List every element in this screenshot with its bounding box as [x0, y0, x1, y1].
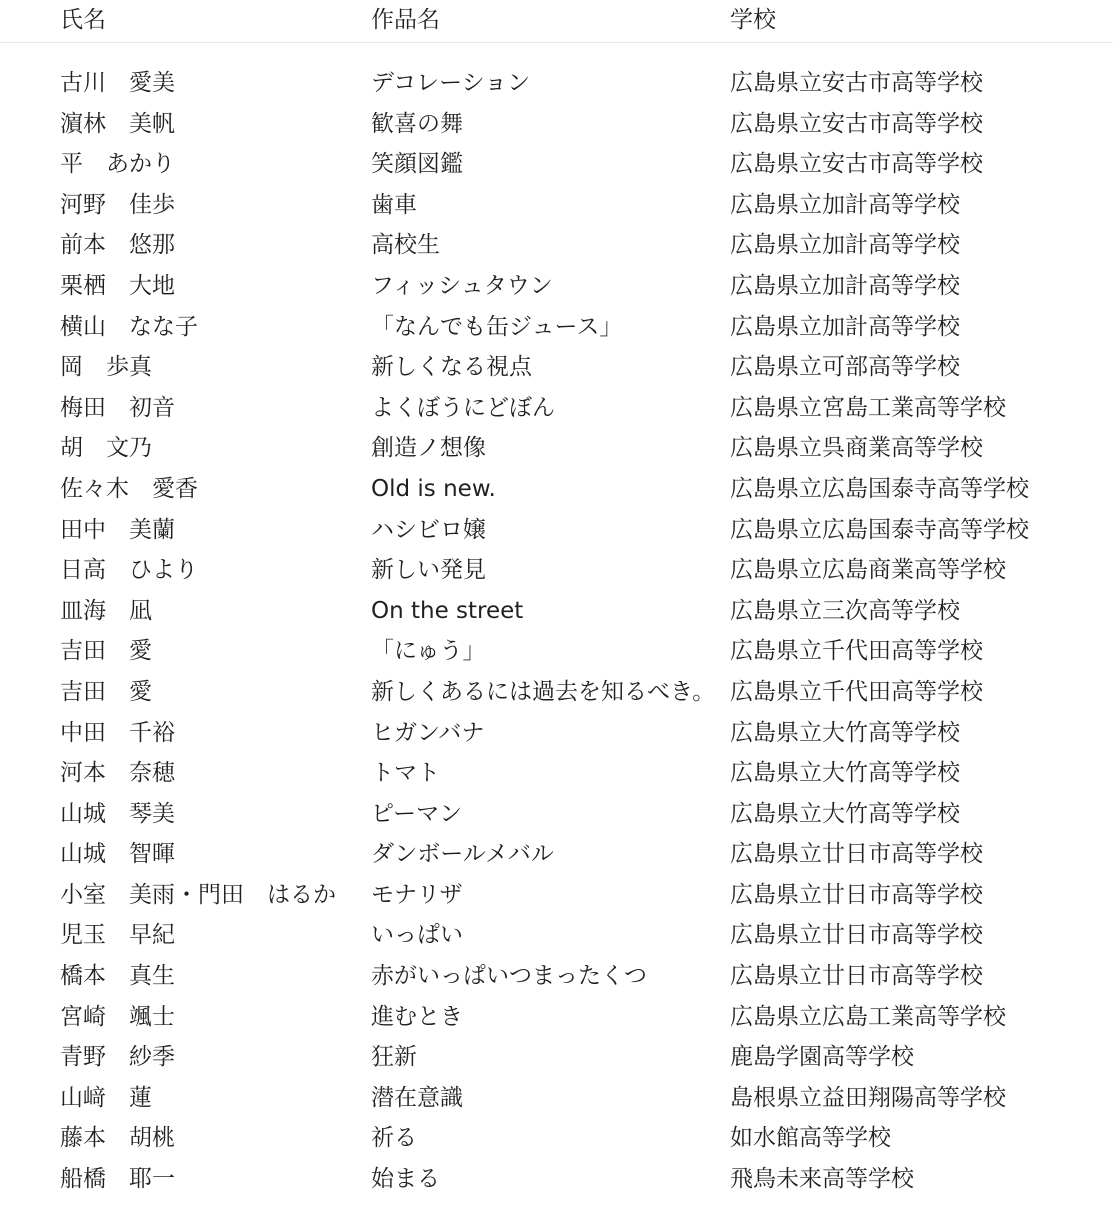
work-title: 創造ノ想像: [371, 435, 486, 462]
work-title: 新しい発見: [371, 557, 486, 584]
table-row: [0, 232, 1113, 273]
school-name: 島根県立益田翔陽高等学校: [730, 1084, 1006, 1111]
student-name: 横山 なな子: [60, 313, 198, 340]
student-name: 佐々木 愛香: [60, 475, 198, 502]
work-title: 高校生: [371, 232, 440, 259]
school-name: 広島県立三次高等学校: [730, 597, 960, 624]
work-title: よくぼうにどぼん: [371, 394, 555, 421]
student-name: 小室 美雨・門田 はるか: [60, 881, 336, 908]
work-title: トマト: [371, 760, 440, 787]
student-name: 児玉 早紀: [60, 922, 175, 949]
table-row: [0, 720, 1113, 761]
work-title: フィッシュタウン: [371, 272, 553, 299]
table-row: [0, 517, 1113, 558]
student-name: 藤本 胡桃: [60, 1125, 175, 1152]
school-name: 広島県立広島国泰寺高等学校: [730, 516, 1029, 543]
student-name: 山城 琴美: [60, 800, 175, 827]
table-body: [0, 70, 1113, 1207]
work-title: Old is new.: [371, 475, 496, 502]
school-name: 飛鳥未来高等学校: [730, 1166, 914, 1193]
work-title: 赤がいっぱいつまったくつ: [371, 963, 647, 990]
table-row: [0, 192, 1113, 233]
school-name: 鹿島学園高等学校: [730, 1044, 914, 1071]
school-name: 広島県立千代田高等学校: [730, 678, 983, 705]
school-name: 広島県立大竹高等学校: [730, 800, 960, 827]
school-name: 広島県立加計高等学校: [730, 313, 960, 340]
school-name: 広島県立加計高等学校: [730, 232, 960, 259]
work-title: 進むとき: [371, 1003, 463, 1030]
school-name: 広島県立加計高等学校: [730, 272, 960, 299]
student-name: 栗栖 大地: [60, 272, 175, 299]
header-work: 作品名: [371, 7, 440, 33]
student-name: 平 あかり: [60, 151, 175, 178]
table-row: [0, 151, 1113, 192]
table-row: [0, 70, 1113, 111]
table-row: [0, 395, 1113, 436]
student-name: 日高 ひより: [60, 557, 198, 584]
student-name: 吉田 愛: [60, 678, 152, 705]
school-name: 如水館高等学校: [730, 1125, 891, 1152]
school-name: 広島県立大竹高等学校: [730, 719, 960, 746]
school-name: 広島県立呉商業高等学校: [730, 435, 983, 462]
student-name: 船橋 耶一: [60, 1166, 175, 1193]
student-name: 青野 紗季: [60, 1044, 175, 1071]
table-row: [0, 557, 1113, 598]
table-row: [0, 1166, 1113, 1207]
table-row: [0, 801, 1113, 842]
table-row: [0, 760, 1113, 801]
work-title: 「なんでも缶ジュース」: [371, 313, 623, 340]
student-name: 中田 千裕: [60, 719, 175, 746]
school-name: 広島県立安古市高等学校: [730, 110, 983, 137]
work-title: 潜在意識: [371, 1084, 463, 1111]
table-row: [0, 273, 1113, 314]
table-row: [0, 922, 1113, 963]
student-name: 皿海 凪: [60, 597, 152, 624]
work-title: 新しくなる視点: [371, 354, 532, 381]
table-row: [0, 1044, 1113, 1085]
work-title: 笑顔図鑑: [371, 151, 463, 178]
work-title: 「にゅう」: [371, 638, 486, 665]
work-title: 祈る: [371, 1125, 417, 1152]
work-title: 始まる: [371, 1166, 440, 1193]
table-row: [0, 354, 1113, 395]
school-name: 広島県立加計高等学校: [730, 191, 960, 218]
school-name: 広島県立可部高等学校: [730, 354, 960, 381]
table-row: [0, 111, 1113, 152]
school-name: 広島県立安古市高等学校: [730, 151, 983, 178]
table-header: [0, 0, 1113, 43]
student-name: 胡 文乃: [60, 435, 152, 462]
school-name: 広島県立廿日市高等学校: [730, 841, 983, 868]
table-row: [0, 1085, 1113, 1126]
school-name: 広島県立大竹高等学校: [730, 760, 960, 787]
work-title: ピーマン: [371, 800, 463, 827]
student-name: 山﨑 蓮: [60, 1084, 152, 1111]
student-name: 吉田 愛: [60, 638, 152, 665]
work-title: ハシビロ嬢: [371, 516, 486, 543]
work-title: 狂新: [371, 1044, 417, 1071]
header-school: 学校: [730, 7, 776, 33]
student-name: 濵林 美帆: [60, 110, 175, 137]
table-row: [0, 679, 1113, 720]
student-name: 古川 愛美: [60, 70, 175, 96]
table-row: [0, 638, 1113, 679]
table-row: [0, 598, 1113, 639]
work-title: ヒガンバナ: [371, 719, 485, 746]
student-name: 岡 歩真: [60, 354, 152, 381]
school-name: 広島県立宮島工業高等学校: [730, 394, 1006, 421]
work-title: いっぱい: [371, 922, 463, 949]
table-row: [0, 1125, 1113, 1166]
table-row: [0, 963, 1113, 1004]
school-name: 広島県立千代田高等学校: [730, 638, 983, 665]
school-name: 広島県立広島商業高等学校: [730, 557, 1006, 584]
school-name: 広島県立広島工業高等学校: [730, 1003, 1006, 1030]
student-name: 河野 佳歩: [60, 191, 175, 218]
header-name: 氏名: [60, 7, 106, 33]
table-row: [0, 435, 1113, 476]
student-name: 山城 智暉: [60, 841, 175, 868]
student-name: 河本 奈穂: [60, 760, 175, 787]
work-title: On the street: [371, 597, 524, 624]
school-name: 広島県立廿日市高等学校: [730, 963, 983, 990]
work-title: 新しくあるには過去を知るべき。: [371, 678, 716, 705]
table-row: [0, 476, 1113, 517]
student-name: 田中 美蘭: [60, 516, 175, 543]
table-row: [0, 882, 1113, 923]
work-title: ダンボールメバル: [371, 841, 554, 868]
work-title: デコレーション: [371, 70, 531, 96]
school-name: 広島県立広島国泰寺高等学校: [730, 475, 1029, 502]
work-title: 歓喜の舞: [371, 110, 463, 137]
table-row: [0, 841, 1113, 882]
work-title: モナリザ: [371, 881, 463, 908]
student-name: 宮崎 颯士: [60, 1003, 175, 1030]
student-name: 橋本 真生: [60, 963, 175, 990]
table-row: [0, 314, 1113, 355]
school-name: 広島県立廿日市高等学校: [730, 922, 983, 949]
student-name: 前本 悠那: [60, 232, 175, 259]
school-name: 広島県立廿日市高等学校: [730, 881, 983, 908]
work-title: 歯車: [371, 191, 417, 218]
student-name: 梅田 初音: [60, 394, 175, 421]
table-row: [0, 1004, 1113, 1045]
school-name: 広島県立安古市高等学校: [730, 70, 983, 96]
